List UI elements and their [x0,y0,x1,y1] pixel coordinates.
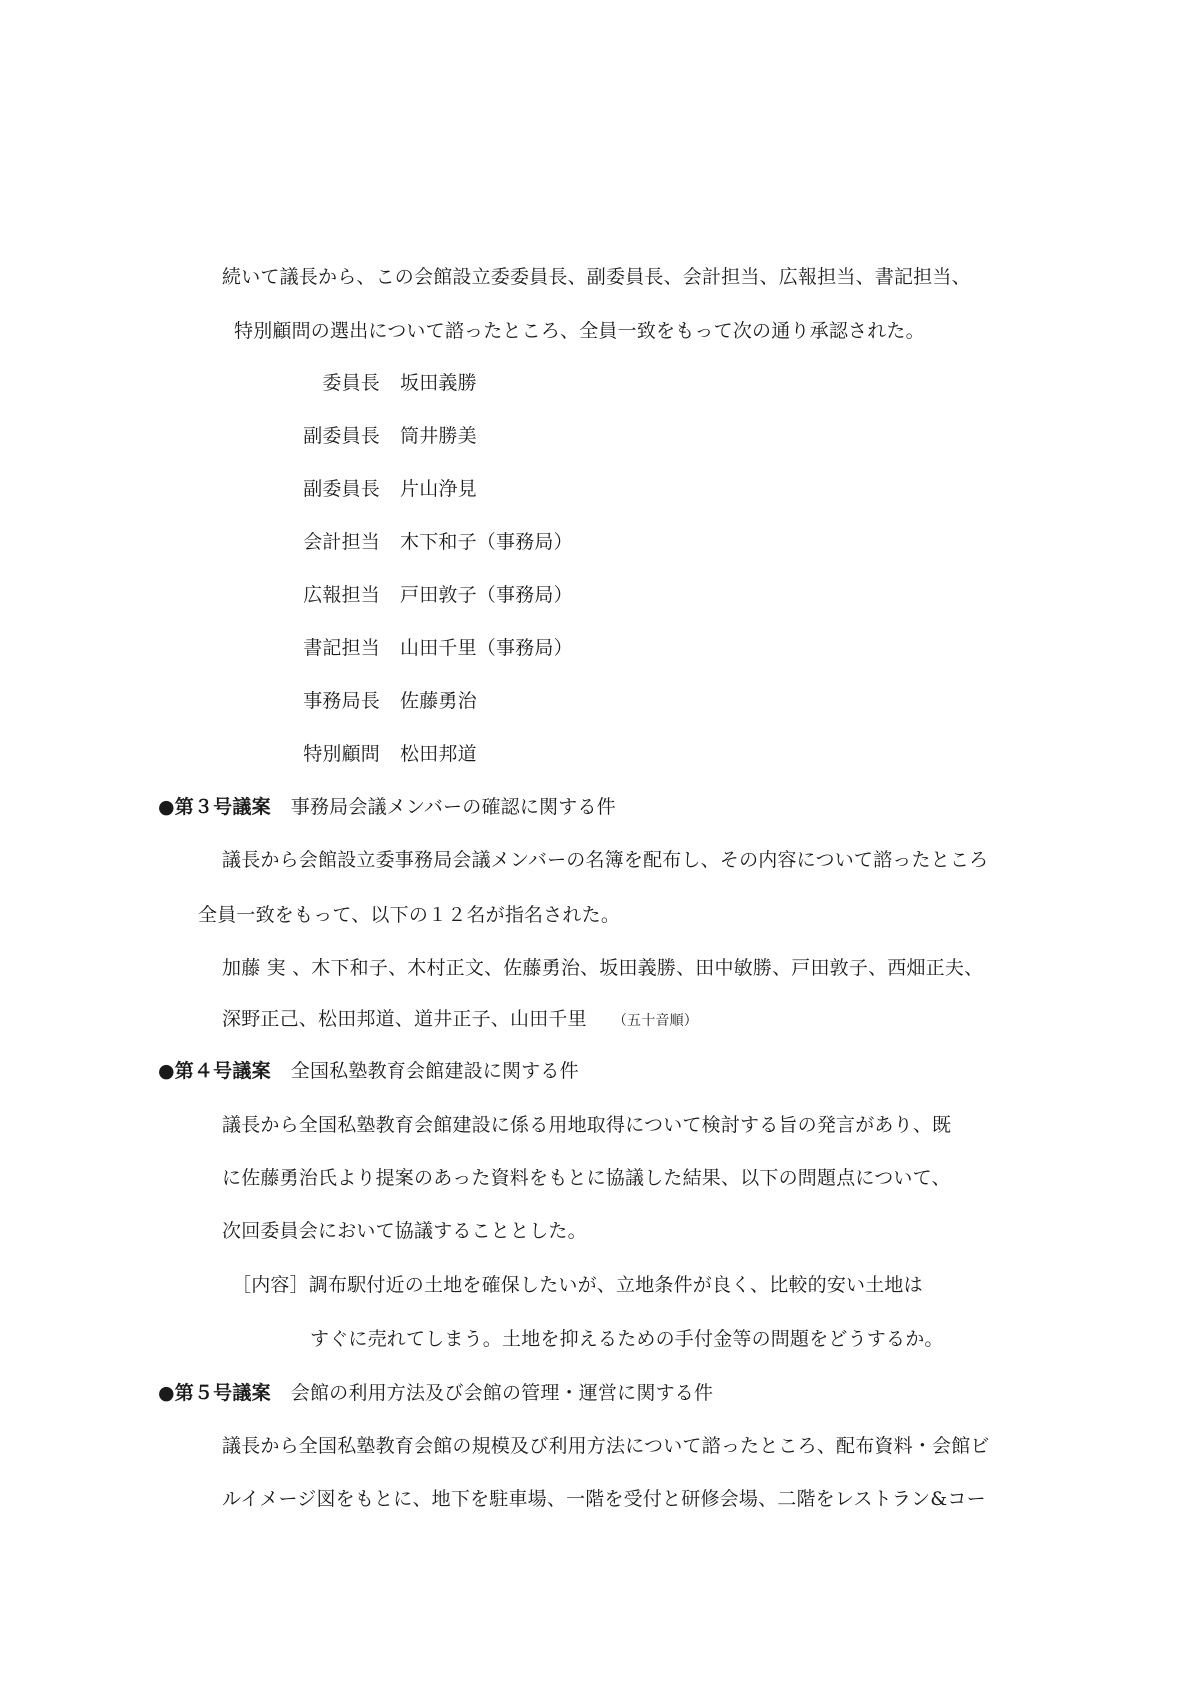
officer-row [285,476,477,502]
item-4-line-2: に佐藤勇治氏より提案のあった資料をもとに協議した結果、以下の問題点について、 [222,1167,951,1189]
officer-role: 広報担当 [303,584,380,606]
officer-name: 木下和子（事務局） [400,531,573,553]
item-3-heading [158,794,616,820]
officer-role: 会計担当 [303,531,380,553]
item-3-line-1: 議長から会館設立委事務局会議メンバーの名簿を配布し、その内容について諮ったところ [222,849,989,871]
item-4-heading [158,1058,579,1084]
item-3-members-2: 深野正己、松田邦道、道井正子、山田千里 [222,1008,587,1030]
intro-line-1: 続いて議長から、この会館設立委委員長、副委員長、会計担当、広報担当、書記担当、 [222,266,971,288]
item-3-members-1: 加藤 実 、木下和子、木村正文、佐藤勇治、坂田義勝、田中敏勝、戸田敦子、西畑正夫、 [222,957,984,979]
officer-row [285,688,477,714]
item-3-title: 事務局会議メンバーの確認に関する件 [290,796,616,818]
officer-role: 副委員長 [303,478,380,500]
officer-role: 副委員長 [303,425,380,447]
item-4-content-2: すぐに売れてしまう。土地を抑えるための手付金等の問題をどうするか。 [310,1328,944,1350]
item-5-heading [158,1380,713,1406]
officer-row [285,741,477,767]
item-4-line-3: 次回委員会において協議することとした。 [222,1220,587,1242]
item-3-label: ●第３号議案 [158,796,271,818]
officer-row [285,635,573,661]
officer-role: 特別顧問 [303,743,380,765]
item-5-label: ●第５号議案 [158,1382,271,1404]
item-3-order-note: （五十音順） [612,1013,699,1029]
officer-name: 松田邦道 [400,743,477,765]
officer-name: 戸田敦子（事務局） [400,584,573,606]
officer-row [285,423,477,449]
item-5-line-1: 議長から全国私塾教育会館の規模及び利用方法について諮ったところ、配布資料・会館ビ [222,1435,990,1457]
officer-name: 佐藤勇治 [400,690,477,712]
item-3-line-2: 全員一致をもって、以下の１２名が指名された。 [198,904,621,926]
officer-name: 片山浄見 [400,478,477,500]
officer-role: 書記担当 [303,637,380,659]
item-4-title: 全国私塾教育会館建設に関する件 [290,1060,579,1082]
officer-name: 筒井勝美 [400,425,477,447]
officer-row [285,582,573,608]
item-4-label: ●第４号議案 [158,1060,271,1082]
officer-row [285,529,573,555]
officer-name: 坂田義勝 [400,372,477,394]
intro-line-2: 特別顧問の選出について諮ったところ、全員一致をもって次の通り承認された。 [234,320,925,342]
item-3-members-2-row [222,1006,698,1034]
item-4-line-1: 議長から全国私塾教育会館建設に係る用地取得について検討する旨の発言があり、既 [222,1114,952,1136]
officer-row [285,370,477,396]
item-5-line-2: ルイメージ図をもとに、地下を駐車場、一階を受付と研修会場、二階をレストラン&コー [222,1488,986,1510]
officer-role: 事務局長 [303,690,380,712]
officer-role: 委員長 [322,372,380,394]
item-5-title: 会館の利用方法及び会館の管理・運営に関する件 [290,1382,714,1404]
officer-name: 山田千里（事務局） [400,637,573,659]
item-4-content-1: ［内容］調布駅付近の土地を確保したいが、立地条件が良く、比較的安い土地は [232,1274,923,1296]
